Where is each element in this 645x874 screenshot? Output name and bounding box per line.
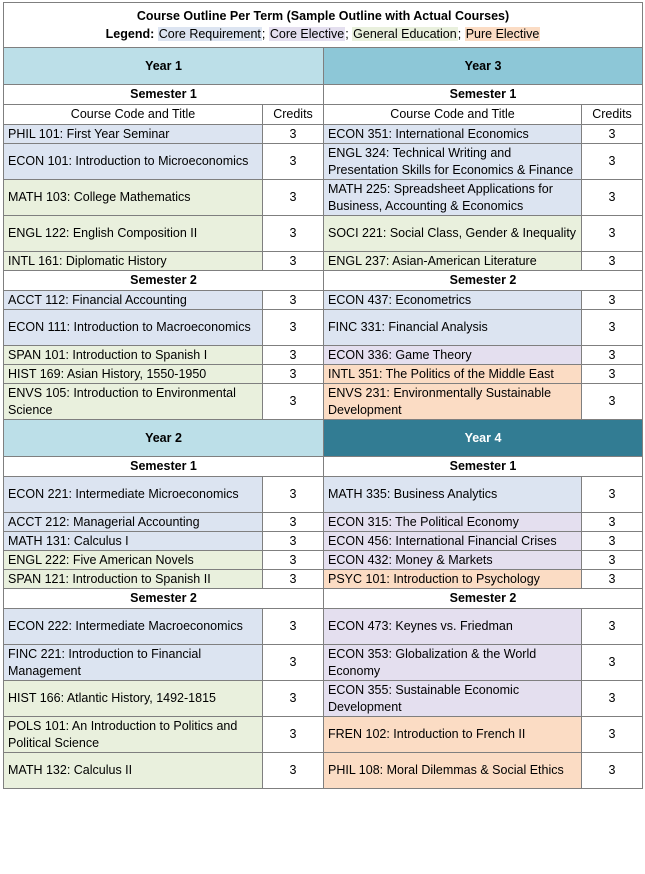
credits-cell: 3	[263, 365, 324, 384]
credits-cell: 3	[263, 252, 324, 271]
semester-header: Semester 1	[324, 85, 643, 105]
legend-general-education: General Education	[353, 26, 457, 41]
course-title-cell: SPAN 101: Introduction to Spanish I	[4, 346, 263, 365]
course-title-cell: POLS 101: An Introduction to Politics and Political Science	[4, 717, 263, 753]
course-title-cell: ECON 111: Introduction to Macroeconomics	[4, 310, 263, 346]
table-row	[4, 144, 643, 180]
year-4-header: Year 4	[324, 420, 643, 457]
credits-cell: 3	[582, 252, 643, 271]
course-title-cell: HIST 166: Atlantic History, 1492-1815	[4, 681, 263, 717]
credits-cell: 3	[582, 681, 643, 717]
credits-cell: 3	[582, 216, 643, 252]
table-row	[4, 513, 643, 532]
course-title-cell: ECON 221: Intermediate Microeconomics	[4, 477, 263, 513]
course-outline	[3, 2, 642, 789]
table-row	[4, 216, 643, 252]
legend-separator: ;	[457, 26, 462, 41]
credits-cell: 3	[582, 365, 643, 384]
year-1-header: Year 1	[4, 48, 324, 85]
year-3-header: Year 3	[324, 48, 643, 85]
table-row	[4, 365, 643, 384]
credits-cell: 3	[582, 125, 643, 144]
course-column-header: Course Code and Title	[4, 105, 263, 125]
semester-header: Semester 2	[4, 271, 324, 291]
legend-separator: ;	[261, 26, 266, 41]
course-title-cell: PSYC 101: Introduction to Psychology	[324, 570, 582, 589]
credits-cell: 3	[582, 551, 643, 570]
table-row	[4, 291, 643, 310]
credits-cell: 3	[582, 717, 643, 753]
course-title-cell: ECON 315: The Political Economy	[324, 513, 582, 532]
course-title-cell: ECON 473: Keynes vs. Friedman	[324, 609, 582, 645]
course-title-cell: ACCT 212: Managerial Accounting	[4, 513, 263, 532]
legend-core-elective: Core Elective	[269, 26, 345, 41]
course-title-cell: ENGL 324: Technical Writing and Presentation Skills for Economics & Finance	[324, 144, 582, 180]
credits-cell: 3	[263, 717, 324, 753]
course-title-cell: ENVS 231: Environmentally Sustainable Development	[324, 384, 582, 420]
year-2-header: Year 2	[4, 420, 324, 457]
course-title-cell: MATH 225: Spreadsheet Applications for Business, Accounting & Economics	[324, 180, 582, 216]
course-title-cell: ENGL 222: Five American Novels	[4, 551, 263, 570]
credits-column-header: Credits	[263, 105, 324, 125]
credits-cell: 3	[263, 609, 324, 645]
block-year1-year3-semester2	[4, 291, 643, 420]
credits-cell: 3	[582, 310, 643, 346]
semester-header: Semester 1	[4, 457, 324, 477]
legend-pure-elective: Pure Elective	[465, 26, 540, 41]
credits-cell: 3	[582, 570, 643, 589]
credits-cell: 3	[263, 384, 324, 420]
block-year2-year4-semester1	[4, 477, 643, 589]
semester-header: Semester 1	[4, 85, 324, 105]
table-row	[4, 252, 643, 271]
credits-cell: 3	[263, 144, 324, 180]
semester-header: Semester 2	[324, 271, 643, 291]
table-row	[4, 645, 643, 681]
title-block	[4, 3, 643, 48]
block-year2-year4-semester2	[4, 609, 643, 789]
course-title-cell: SOCI 221: Social Class, Gender & Inequality	[324, 216, 582, 252]
table-row	[4, 477, 643, 513]
table-row	[4, 681, 643, 717]
course-outline-table	[3, 2, 643, 789]
semester-header: Semester 2	[4, 589, 324, 609]
course-title-cell: FINC 221: Introduction to Financial Management	[4, 645, 263, 681]
credits-cell: 3	[582, 513, 643, 532]
course-title-cell: PHIL 101: First Year Seminar	[4, 125, 263, 144]
course-column-header: Course Code and Title	[324, 105, 582, 125]
table-row	[4, 125, 643, 144]
course-title-cell: PHIL 108: Moral Dilemmas & Social Ethics	[324, 753, 582, 789]
table-row	[4, 551, 643, 570]
course-title-cell: INTL 161: Diplomatic History	[4, 252, 263, 271]
table-row	[4, 310, 643, 346]
credits-cell: 3	[263, 310, 324, 346]
legend-core-requirement: Core Requirement	[158, 26, 261, 41]
course-title-cell: INTL 351: The Politics of the Middle East	[324, 365, 582, 384]
course-title-cell: ENGL 122: English Composition II	[4, 216, 263, 252]
legend-label: Legend:	[105, 26, 155, 41]
course-title-cell: SPAN 121: Introduction to Spanish II	[4, 570, 263, 589]
credits-cell: 3	[263, 125, 324, 144]
course-title-cell: HIST 169: Asian History, 1550-1950	[4, 365, 263, 384]
course-title-cell: MATH 131: Calculus I	[4, 532, 263, 551]
semester-header: Semester 2	[324, 589, 643, 609]
course-title-cell: ECON 456: International Financial Crises	[324, 532, 582, 551]
course-title-cell: ECON 353: Globalization & the World Economy	[324, 645, 582, 681]
course-title-cell: ECON 101: Introduction to Microeconomics	[4, 144, 263, 180]
course-title-cell: ECON 351: International Economics	[324, 125, 582, 144]
course-title-cell: FINC 331: Financial Analysis	[324, 310, 582, 346]
credits-cell: 3	[263, 216, 324, 252]
credits-cell: 3	[582, 291, 643, 310]
course-title-cell: ACCT 112: Financial Accounting	[4, 291, 263, 310]
credits-cell: 3	[582, 144, 643, 180]
credits-cell: 3	[263, 346, 324, 365]
credits-cell: 3	[582, 384, 643, 420]
credits-cell: 3	[263, 681, 324, 717]
block-year1-year3-semester1	[4, 125, 643, 271]
course-title-cell: FREN 102: Introduction to French II	[324, 717, 582, 753]
table-row	[4, 753, 643, 789]
table-row	[4, 570, 643, 589]
table-row	[4, 180, 643, 216]
course-title-cell: ECON 437: Econometrics	[324, 291, 582, 310]
course-title-cell: ENVS 105: Introduction to Environmental Science	[4, 384, 263, 420]
credits-cell: 3	[263, 570, 324, 589]
course-title-cell: ECON 222: Intermediate Macroeconomics	[4, 609, 263, 645]
table-row	[4, 532, 643, 551]
page-title: Course Outline Per Term (Sample Outline with Actual Courses)	[136, 8, 510, 23]
course-title-cell: ECON 336: Game Theory	[324, 346, 582, 365]
semester-header: Semester 1	[324, 457, 643, 477]
legend	[8, 26, 638, 43]
course-title-cell: ECON 355: Sustainable Economic Development	[324, 681, 582, 717]
table-row	[4, 609, 643, 645]
credits-cell: 3	[263, 180, 324, 216]
course-title-cell: MATH 335: Business Analytics	[324, 477, 582, 513]
credits-cell: 3	[263, 477, 324, 513]
course-title-cell: ENGL 237: Asian-American Literature	[324, 252, 582, 271]
credits-cell: 3	[263, 532, 324, 551]
table-row	[4, 384, 643, 420]
course-title-cell: MATH 103: College Mathematics	[4, 180, 263, 216]
credits-cell: 3	[263, 753, 324, 789]
credits-column-header: Credits	[582, 105, 643, 125]
credits-cell: 3	[582, 645, 643, 681]
credits-cell: 3	[582, 180, 643, 216]
table-row	[4, 717, 643, 753]
course-title-cell: MATH 132: Calculus II	[4, 753, 263, 789]
credits-cell: 3	[263, 645, 324, 681]
credits-cell: 3	[263, 291, 324, 310]
credits-cell: 3	[582, 753, 643, 789]
credits-cell: 3	[582, 532, 643, 551]
credits-cell: 3	[582, 346, 643, 365]
credits-cell: 3	[582, 609, 643, 645]
credits-cell: 3	[263, 551, 324, 570]
course-title-cell: ECON 432: Money & Markets	[324, 551, 582, 570]
credits-cell: 3	[263, 513, 324, 532]
credits-cell: 3	[582, 477, 643, 513]
legend-separator: ;	[345, 26, 349, 41]
table-row	[4, 346, 643, 365]
